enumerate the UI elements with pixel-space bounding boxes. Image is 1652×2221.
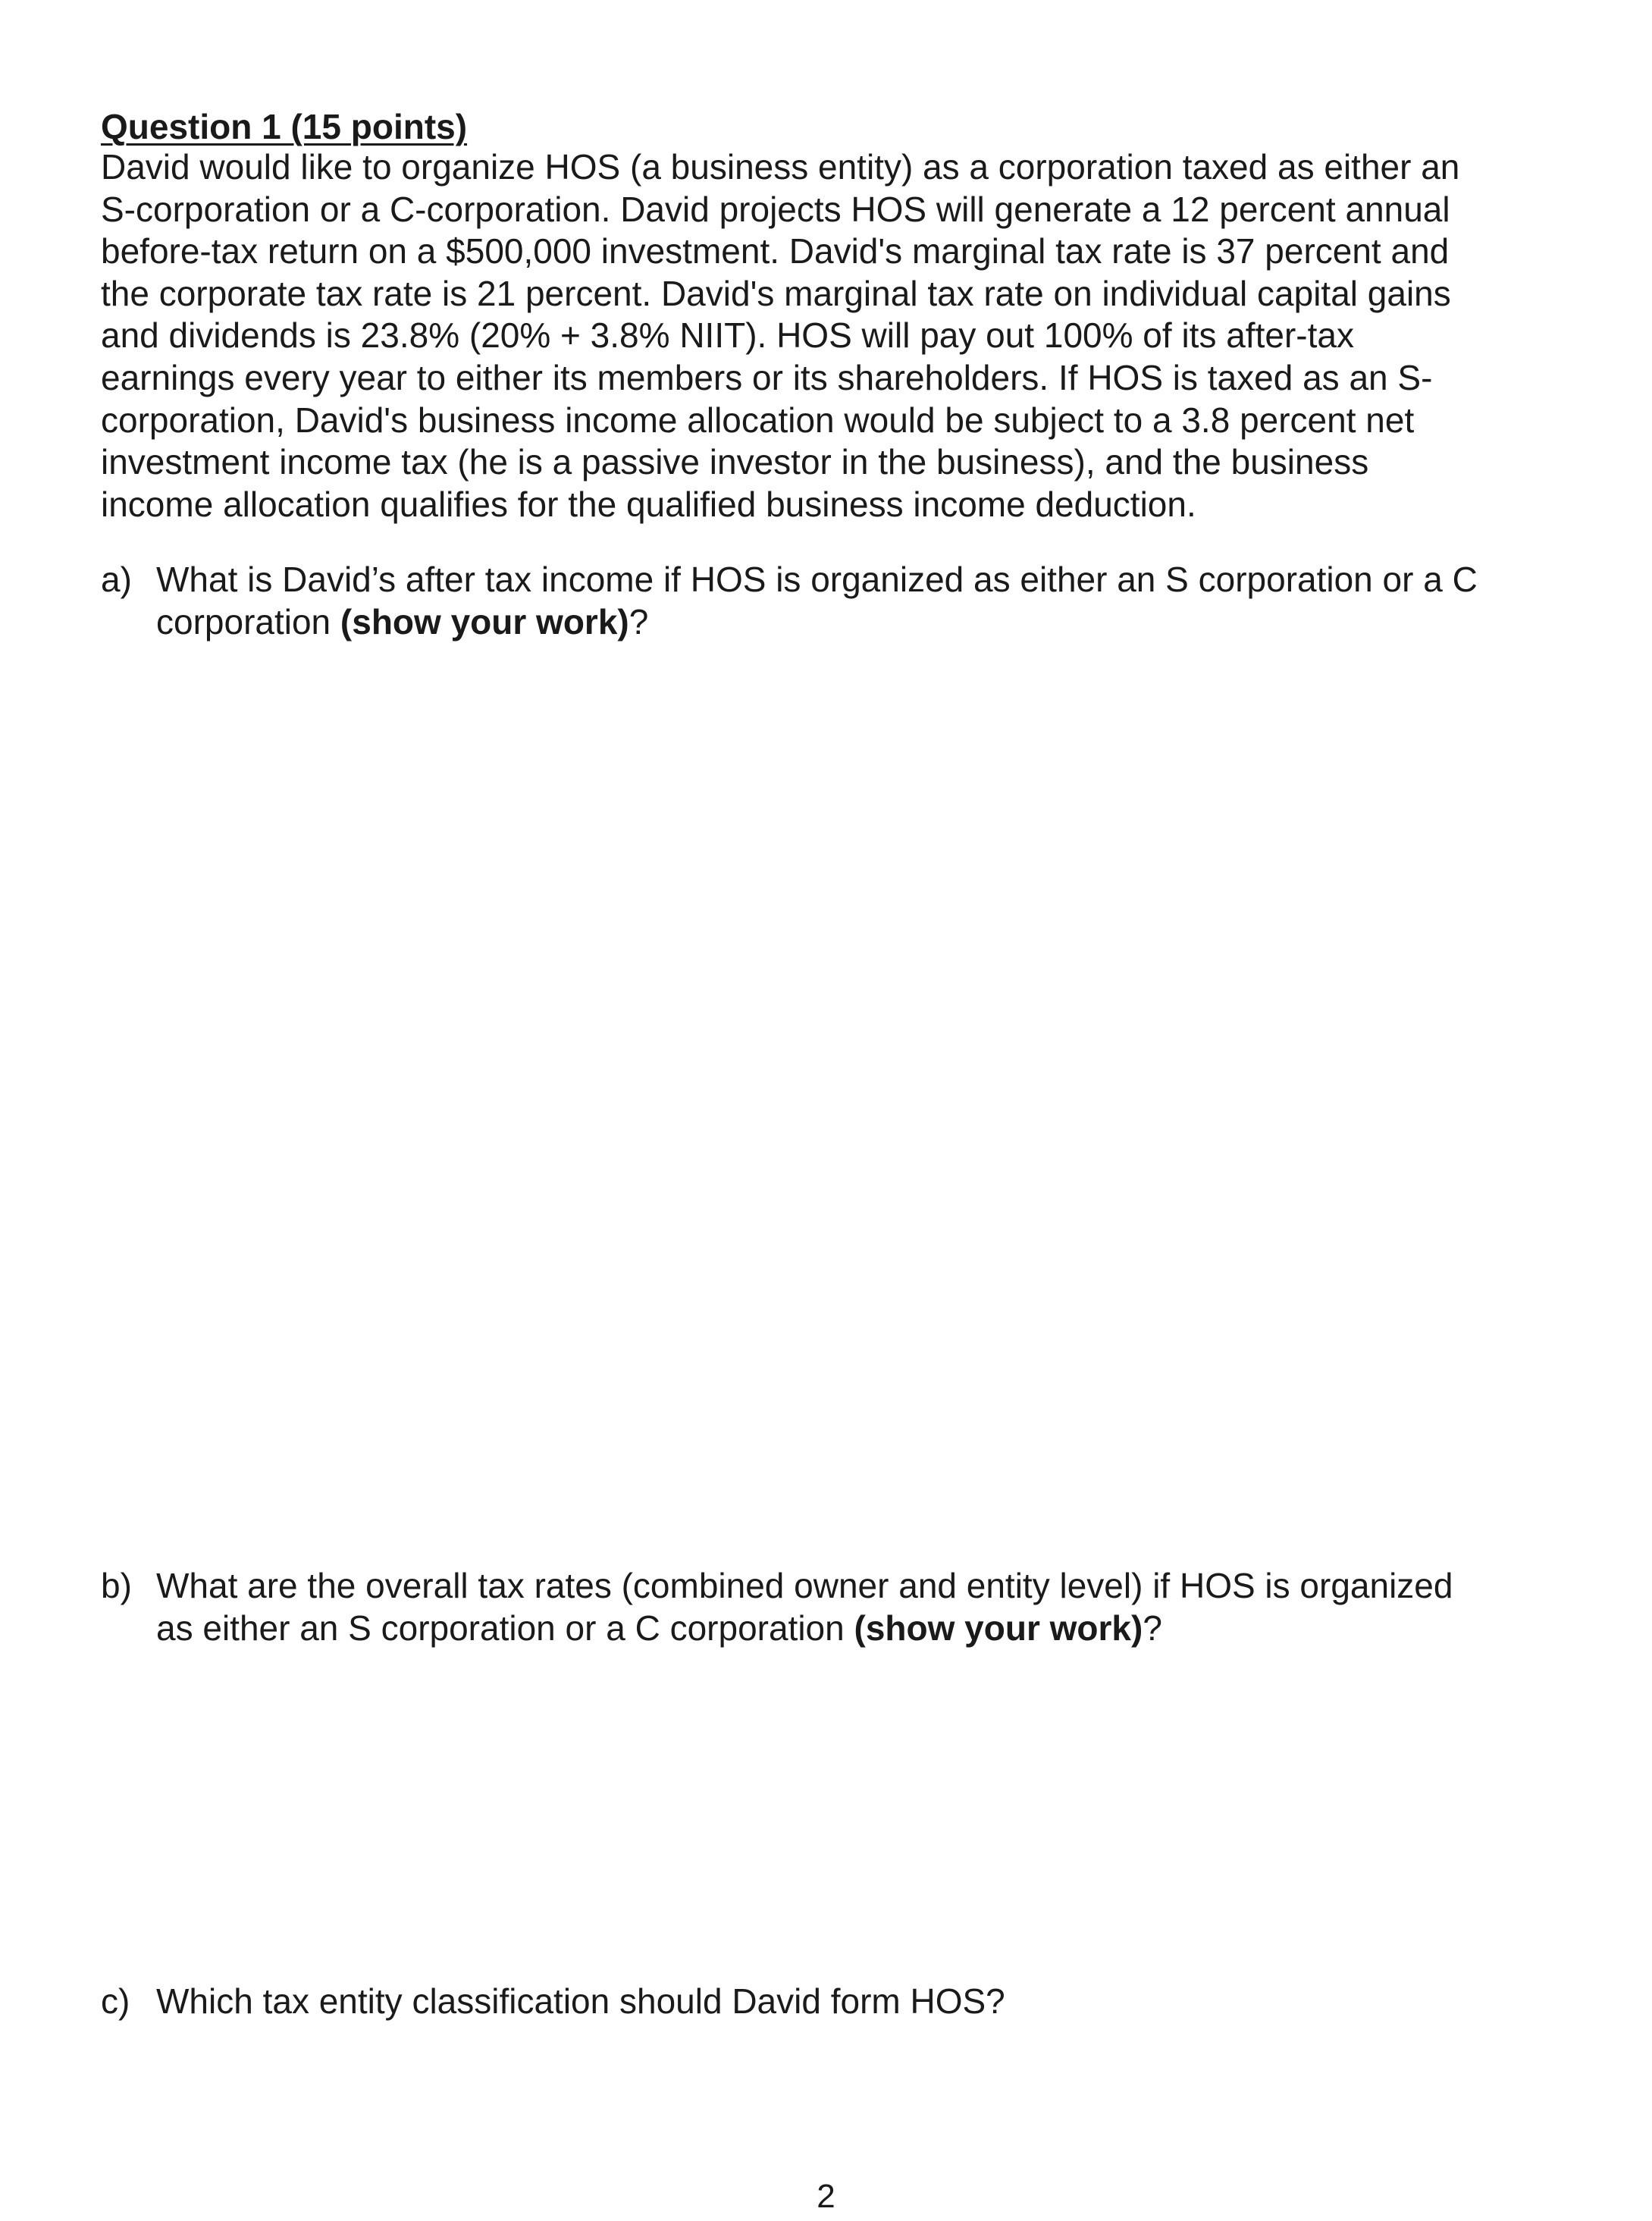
sub-question-c-marker: c) <box>101 1981 130 2021</box>
sub-question-c-text <box>156 1981 1579 2023</box>
sub-question-b-line-1: What are the overall tax rates (combined owner and entity level) if HOS is organized <box>156 1566 1453 1605</box>
intro-line: S-corporation or a C-corporation. David projects HOS will generate a 12 percent annual <box>101 189 1450 229</box>
intro-line: earnings every year to either its members or its shareholders. If HOS is taxed as an S- <box>101 357 1433 397</box>
sub-question-c <box>101 1981 1579 2023</box>
sub-question-a-prefix: corporation <box>156 601 340 642</box>
sub-question-b-prefix: as either an S corporation or a C corporation <box>156 1608 854 1648</box>
sub-question-b-text <box>156 1565 1579 1649</box>
intro-line: investment income tax (he is a passive investor in the business), and the business <box>101 442 1369 482</box>
intro-line: and dividends is 23.8% (20% + 3.8% NIIT). HOS will pay out 100% of its after-tax <box>101 315 1354 356</box>
sub-question-b <box>101 1565 1579 1649</box>
intro-line: before-tax return on a $500,000 investment. David's marginal tax rate is 37 percent and <box>101 231 1450 271</box>
sub-question-c-line-1: Which tax entity classification should David form HOS? <box>156 1981 1005 2021</box>
show-work-instruction: (show your work) <box>854 1608 1143 1648</box>
sub-question-a-line-2 <box>156 601 1579 644</box>
intro-line: income allocation qualifies for the qualified business income deduction. <box>101 484 1196 524</box>
sub-question-a-text <box>156 559 1579 643</box>
intro-line: corporation, David's business income allocation would be subject to a 3.8 percent net <box>101 400 1415 440</box>
question-intro <box>101 146 1541 525</box>
show-work-instruction: (show your work) <box>340 601 629 642</box>
sub-question-b-suffix: ? <box>1143 1608 1162 1648</box>
sub-question-a-marker: a) <box>101 560 132 599</box>
sub-question-a-line-1: What is David’s after tax income if HOS is organized as either an S corporation or a C <box>156 560 1478 599</box>
sub-question-a-suffix: ? <box>629 601 649 642</box>
question-heading: Question 1 (15 points) <box>101 107 468 146</box>
intro-line: David would like to organize HOS (a business entity) as a corporation taxed as either an <box>101 147 1460 187</box>
sub-question-a <box>101 559 1579 643</box>
sub-question-b-line-2 <box>156 1608 1579 1650</box>
page-number: 2 <box>817 2178 835 2215</box>
intro-line: the corporate tax rate is 21 percent. David's marginal tax rate on individual capital gains <box>101 273 1451 313</box>
sub-question-b-marker: b) <box>101 1566 132 1605</box>
